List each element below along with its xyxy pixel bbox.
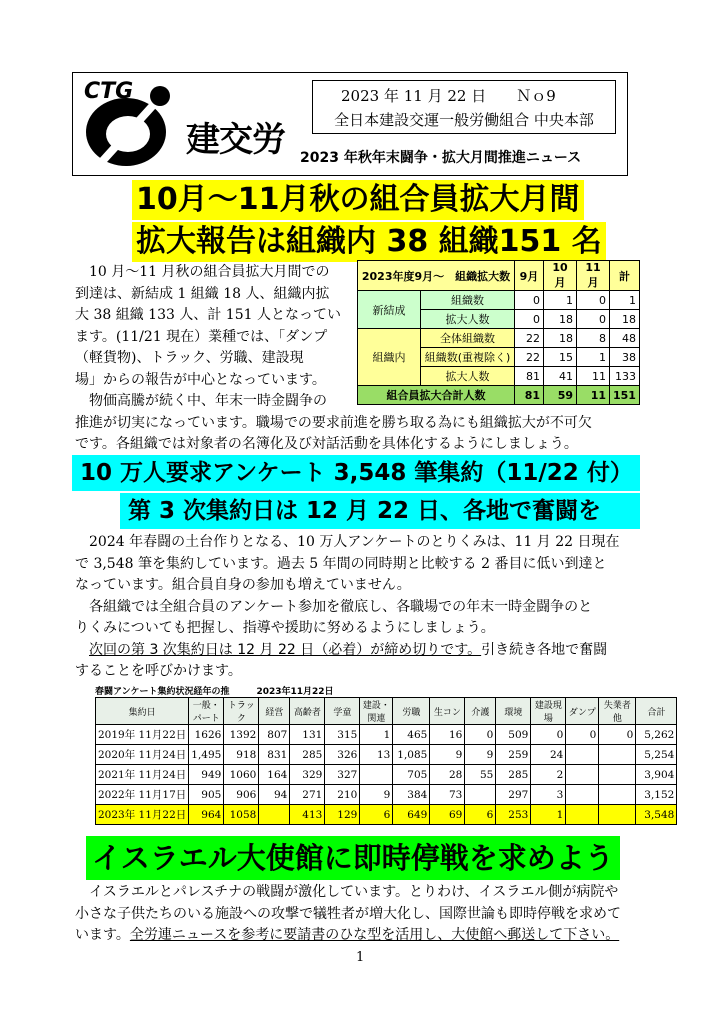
table-row-total (358, 386, 640, 405)
table-cell: 73 (430, 785, 465, 805)
table-header-row (96, 698, 677, 725)
table-header-cell: 高齢者 (290, 698, 325, 725)
table-cell: 9 (465, 745, 496, 765)
table-cell: 22 (515, 329, 544, 348)
table-cell: 18 (610, 310, 640, 329)
table-cell: 1626 (189, 725, 224, 745)
table-header-cell: 一般・パート (189, 698, 224, 725)
deadline-underlined: 次回の第 3 次集約日は 12 月 22 日（必着）が締め切りです。 (89, 641, 482, 658)
table-cell: 131 (290, 725, 325, 745)
table-header-cell: 生コン (430, 698, 465, 725)
headline-ceasefire: イスラエル大使館に即時停戦を求めよう (86, 836, 620, 880)
row-label: 拡大人数 (421, 367, 515, 386)
row-label: 組織数 (421, 291, 515, 310)
table-cell: 253 (496, 805, 531, 825)
paragraph-line: 場」からの報告が中心となっています。 (75, 371, 326, 388)
svg-text:CTG: CTG (84, 79, 134, 104)
table-cell (566, 805, 599, 825)
row-label: 組織数(重複除く) (421, 348, 515, 367)
row-date: 2020年 11月24日 (96, 745, 189, 765)
table-row (96, 765, 677, 785)
table-cell: 3,152 (636, 785, 677, 805)
table-cell: 413 (290, 805, 325, 825)
table-cell: 94 (259, 785, 290, 805)
table-cell: 81 (515, 367, 544, 386)
paragraph-line: 小さな子供たちのいる施設への攻撃で犠牲者が増大化し、国際世論も即時停戦を求めて (75, 905, 621, 922)
paragraph-line: なっています。組合員自身の参加も増えていません。 (75, 577, 411, 593)
headline-third-deadline: 第 3 次集約日は 12 月 22 日、各地で奮闘を (120, 493, 640, 529)
table-header-cell: 計 (610, 261, 640, 291)
table-cell: 24 (531, 745, 566, 765)
table-cell: 6 (360, 805, 393, 825)
table-header-cell: 建設現場 (531, 698, 566, 725)
paragraph-line: で 3,548 筆を集約しています。過去 5 年間の同時期と比較する 2 番目に低い到達と (75, 555, 607, 572)
table-cell: 1 (610, 291, 640, 310)
table-cell: 3,548 (636, 805, 677, 825)
table-cell: 16 (430, 725, 465, 745)
paragraph-line: 推進が切実になっています。職場での要求前進を勝ち取る為にも組織拡大が不可欠 (75, 414, 592, 431)
table-cell: 1,495 (189, 745, 224, 765)
table-header-cell: 建設・関連 (360, 698, 393, 725)
table-header-cell: 介護 (465, 698, 496, 725)
paragraph-line: ます。(11/21 現在）業種では、「ダンプ (75, 328, 328, 345)
table-cell: 905 (189, 785, 224, 805)
row-date: 2019年 11月22日 (96, 725, 189, 745)
table-cell: 22 (515, 348, 544, 367)
table-cell: 807 (259, 725, 290, 745)
row-date: 2023年 11月22日 (96, 805, 189, 825)
ctg-logo-icon (78, 76, 174, 174)
table-header-cell: 11月 (577, 261, 610, 291)
table-cell: 81 (515, 386, 544, 405)
table-header-cell: 合計 (636, 698, 677, 725)
table-cell (599, 765, 636, 785)
table-cell: 48 (610, 329, 640, 348)
paragraph-line: 10 月～11 月秋の組合員拡大月間での (89, 264, 330, 280)
paragraph-line (75, 640, 647, 662)
table-cell: 1 (531, 805, 566, 825)
table-cell: 59 (544, 386, 577, 405)
page-number: 1 (356, 950, 365, 965)
table-cell: 9 (360, 785, 393, 805)
table-cell: 1392 (224, 725, 259, 745)
table-cell (599, 785, 636, 805)
table-cell: 164 (259, 765, 290, 785)
table-cell: 69 (430, 805, 465, 825)
table-cell: 1 (360, 725, 393, 745)
table-cell (599, 805, 636, 825)
table-row (96, 745, 677, 765)
table-cell: 0 (515, 291, 544, 310)
group-label-in: 組織内 (358, 329, 421, 386)
table-header-cell: 失業者他 (599, 698, 636, 725)
table-header-cell: 学童 (325, 698, 360, 725)
table-row (358, 329, 640, 348)
table-cell: 11 (577, 386, 610, 405)
table-cell: 465 (393, 725, 430, 745)
table-header-cell: トラック (224, 698, 259, 725)
table-cell: 28 (430, 765, 465, 785)
deadline-suffix: 引き続き各地で奮闘 (481, 641, 608, 658)
table-cell: 327 (325, 765, 360, 785)
paragraph-line: 各組織では全組合員のアンケート参加を徹底し、各職場での年末一時金闘争のと (89, 598, 593, 615)
headline-expansion-month: 10月～11月秋の組合員拡大月間 (132, 180, 584, 220)
survey-table-title: 春闘アンケート集約状況経年の推 2023年11月22日 (95, 687, 334, 697)
org-full-name: 全日本建設交運一般労働組合 中央本部 (334, 111, 594, 129)
table-cell: 1,085 (393, 745, 430, 765)
table-cell: 271 (290, 785, 325, 805)
table-cell (566, 785, 599, 805)
paragraph-line: することを呼びかけます。 (75, 663, 242, 679)
table-row (358, 291, 640, 310)
paragraph-line: 到達は、新結成 1 組織 18 人、組織内拡 (75, 285, 330, 302)
table-cell: 0 (577, 291, 610, 310)
row-label: 拡大人数 (421, 310, 515, 329)
table-cell: 285 (496, 765, 531, 785)
table-cell: 259 (496, 745, 531, 765)
table-cell: 1 (544, 291, 577, 310)
table-row (96, 785, 677, 805)
headline-expansion-report: 拡大報告は組織内 38 組織151 名 (132, 222, 606, 262)
table-row (96, 725, 677, 745)
table-cell: 3 (531, 785, 566, 805)
ceasefire-underlined: 全労連ニュースを参考に要請書のひな型を活用し、大使館へ郵送して下さい。 (129, 927, 620, 943)
table-cell: 1058 (224, 805, 259, 825)
table-cell: 326 (325, 745, 360, 765)
expansion-summary-table (357, 260, 640, 405)
table-row (358, 261, 640, 291)
news-subtitle: 2023 年秋年末闘争・拡大月間推進ニュース (300, 150, 582, 166)
table-cell: 0 (577, 310, 610, 329)
paragraph-line: （軽貨物)、トラック、労職、建設現 (75, 350, 304, 366)
table-header-cell: 労職 (393, 698, 430, 725)
row-date: 2021年 11月24日 (96, 765, 189, 785)
table-cell: 5,262 (636, 725, 677, 745)
table-cell: 151 (610, 386, 640, 405)
table-cell: 133 (610, 367, 640, 386)
table-cell (259, 805, 290, 825)
table-cell: 38 (610, 348, 640, 367)
paragraph-line: りくみについても把握し、指導や援助に努めるようにしましょう。 (75, 620, 495, 636)
table-header-cell: 環境 (496, 698, 531, 725)
ceasefire-prefix: います。 (75, 927, 130, 943)
table-header-cell: 経営 (259, 698, 290, 725)
paragraph-line: イスラエルとパレスチナの戦闘が激化しています。とりわけ、イスラエル側が病院や (89, 884, 619, 900)
table-cell: 0 (566, 725, 599, 745)
table-cell: 384 (393, 785, 430, 805)
info-box (312, 80, 616, 134)
table-cell: 964 (189, 805, 224, 825)
headline-survey-count: 10 万人要求アンケート 3,548 筆集約（11/22 付） (72, 455, 640, 491)
table-cell: 649 (393, 805, 430, 825)
table-cell: 2 (531, 765, 566, 785)
paragraph-line: 2024 年春闘の土台作りとなる、10 万人アンケートのとりくみは、11 月 22 日現在 (89, 534, 620, 550)
table-cell: 949 (189, 765, 224, 785)
table-header-cell: 集約日 (96, 698, 189, 725)
table-cell (566, 745, 599, 765)
table-cell: 509 (496, 725, 531, 745)
group-label-new: 新結成 (358, 291, 421, 329)
survey-history-table (95, 697, 677, 825)
table-cell (360, 765, 393, 785)
table-cell: 906 (224, 785, 259, 805)
table-cell: 129 (325, 805, 360, 825)
table-cell: 41 (544, 367, 577, 386)
table-cell: 8 (577, 329, 610, 348)
table-header-cell: ダンプ (566, 698, 599, 725)
table-cell: 329 (290, 765, 325, 785)
table-cell: 15 (544, 348, 577, 367)
table-cell: 13 (360, 745, 393, 765)
table-cell: 0 (531, 725, 566, 745)
table-cell: 1 (577, 348, 610, 367)
table-header-cell: 9月 (515, 261, 544, 291)
table-cell: 315 (325, 725, 360, 745)
table-header-cell: 10月 (544, 261, 577, 291)
paragraph-line: 大 38 組織 133 人、計 151 人となってい (75, 307, 341, 323)
table-cell: 3,904 (636, 765, 677, 785)
table-cell: 0 (465, 725, 496, 745)
table-cell: 18 (544, 310, 577, 329)
table-cell: 55 (465, 765, 496, 785)
org-name: 建交労 (186, 120, 285, 160)
table-cell: 1060 (224, 765, 259, 785)
table-cell: 0 (515, 310, 544, 329)
table-header-cell: 2023年度9月～ 組織拡大数 (358, 261, 515, 291)
row-label: 全体組織数 (421, 329, 515, 348)
table-cell: 297 (496, 785, 531, 805)
table-cell (465, 785, 496, 805)
table-cell: 6 (465, 805, 496, 825)
table-cell: 210 (325, 785, 360, 805)
paragraph-line: 物価高騰が続く中、年末一時金闘争の (89, 393, 327, 409)
paragraph-line (75, 925, 647, 947)
paragraph-line: です。各組織では対象者の名簿化及び対話活動を具体化するようにしましょう。 (75, 436, 578, 452)
table-cell: 18 (544, 329, 577, 348)
issue-date-number: 2023 年 11 月 22 日 Ｎｏ9 (341, 87, 556, 105)
table-cell: 705 (393, 765, 430, 785)
table-cell (599, 745, 636, 765)
table-cell (566, 765, 599, 785)
total-label: 組合員拡大合計人数 (358, 386, 515, 405)
row-date: 2022年 11月17日 (96, 785, 189, 805)
table-cell: 5,254 (636, 745, 677, 765)
table-cell: 11 (577, 367, 610, 386)
table-cell: 285 (290, 745, 325, 765)
table-cell: 918 (224, 745, 259, 765)
table-cell: 831 (259, 745, 290, 765)
table-row-current (96, 805, 677, 825)
table-cell: 9 (430, 745, 465, 765)
table-cell: 0 (599, 725, 636, 745)
